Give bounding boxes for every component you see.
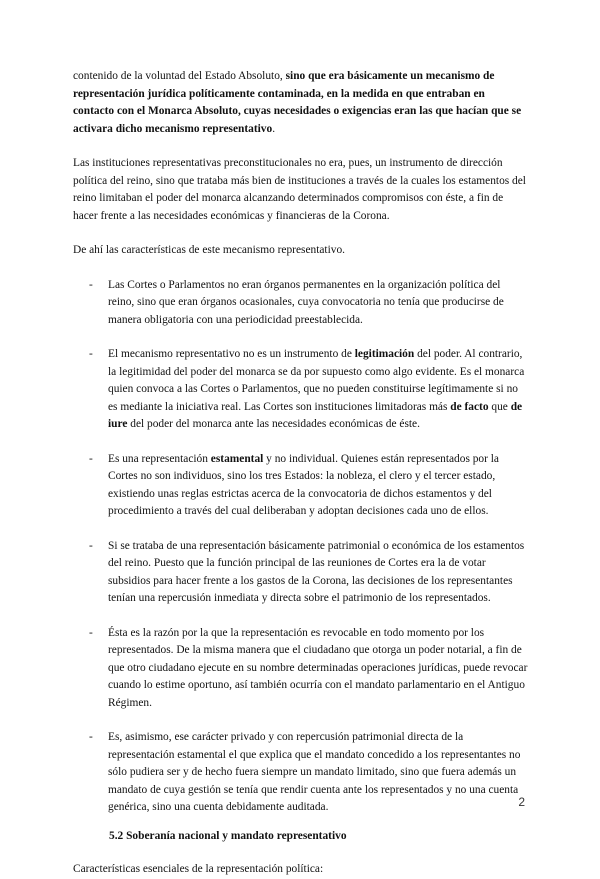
bullet-dash: - [89,539,93,552]
bullet-dash: - [89,626,93,639]
list-item: - El mecanismo representativo no es un instrumento de legitimación del poder. Al contrario, la legitimidad del poder del monarca se da por supuesto como algo evidente. Es el monarca quien convoca a las Cortes o Parlamentos, que no pueden constituirse legítimamente si no es mediante la iniciativa real. Las Cortes son instituciones limitadoras más de facto que de iure del poder del monarca ante las necesidades económicas de éste. [89,348,525,430]
list-item: - Ésta es la razón por la que la representación es revocable en todo momento por los representados. De la misma manera que el ciudadano que otorga un poder notarial, a fin de que otro ciudadano ejecute en su nombre determinadas operaciones jurídicas, puede revocar cuando lo estime oportuno, así también ocurría con el mandato parlamentario en el Antiguo Régimen. [89,626,528,709]
bullet-dash: - [89,452,93,465]
characteristics-list [73,277,528,817]
bullet-dash: - [89,278,93,291]
paragraph-characteristics: De ahí las características de este mecanismo representativo. [73,244,345,256]
list-item: - Las Cortes o Parlamentos no eran órganos permanentes en la organización política del reino, sino que eran órganos ocasionales, cuya convocatoria no tenía que producirse de manera obligatoria con una periodicidad preestablecida. [89,278,504,326]
intro-bold-text: sino que era básicamente un mecanismo de representación jurídica políticamente contaminada, en la medida en que entraban en contacto con el Monarca Absoluto, cuyas necesidades o exigencias eran las que hacían que se activara dicho mecanismo representativo [73,70,522,135]
list-item: - Es, asimismo, ese carácter privado y con repercusión patrimonial directa de la representación estamental el que explica que el mandato concedido a los representantes no sólo pudiera ser y de hecho fuera siempre un mandato limitado, sino que fuera además un mandato de cuya gestión se tenía que rendir cuenta ante los representados y no una cuenta genérica, sino una cuenta debidamente auditada. [89,731,521,813]
list-item: - Si se trataba de una representación básicamente patrimonial o económica de los estamentos del reino. Puesto que la función principal de las reuniones de Cortes era la de votar subsidios para hacer frente a los gastos de la Corona, las decisiones de los representantes tenían una repercusión inmediata y directa sobre el patrimonio de los representados. [89,539,525,604]
intro-paragraph: contenido de la voluntad del Estado Absoluto, sino que era básicamente un mecanismo de representación jurídica políticamente contaminada, en la medida en que entraban en contacto con el Monarca Absoluto, cuyas necesidades o exigencias eran las que hacían que se activara dicho mecanismo representativo. [73,70,522,135]
paragraph-institutions: Las instituciones representativas preconstitucionales no era, pues, un instrumento de dirección política del reino, sino que trataba más bien de instituciones a través de la cuales los estamentos del reino limitaban el poder del monarca alcanzando determinados compromisos con éste, a fin de hacer frente a las necesidades económicas y financieras de la Corona. [73,157,526,222]
list-item: - Es una representación estamental y no individual. Quienes están representados por la Cortes no son individuos, sino los tres Estados: la nobleza, el clero y el tercer estado, existiendo unas reglas estrictas acerca de la convocatoria de dichos estamentos y del procedimiento a través del cual deliberaban y adoptan decisiones cada uno de ellos. [89,452,499,517]
section-heading: 5.2 Soberanía nacional y mandato representativo [109,829,347,842]
final-line: Características esenciales de la representación política: [73,863,324,875]
page-number: 2 [518,795,525,809]
bullet-dash: - [89,348,93,360]
page-body [73,68,528,879]
bullet-dash: - [89,731,93,743]
